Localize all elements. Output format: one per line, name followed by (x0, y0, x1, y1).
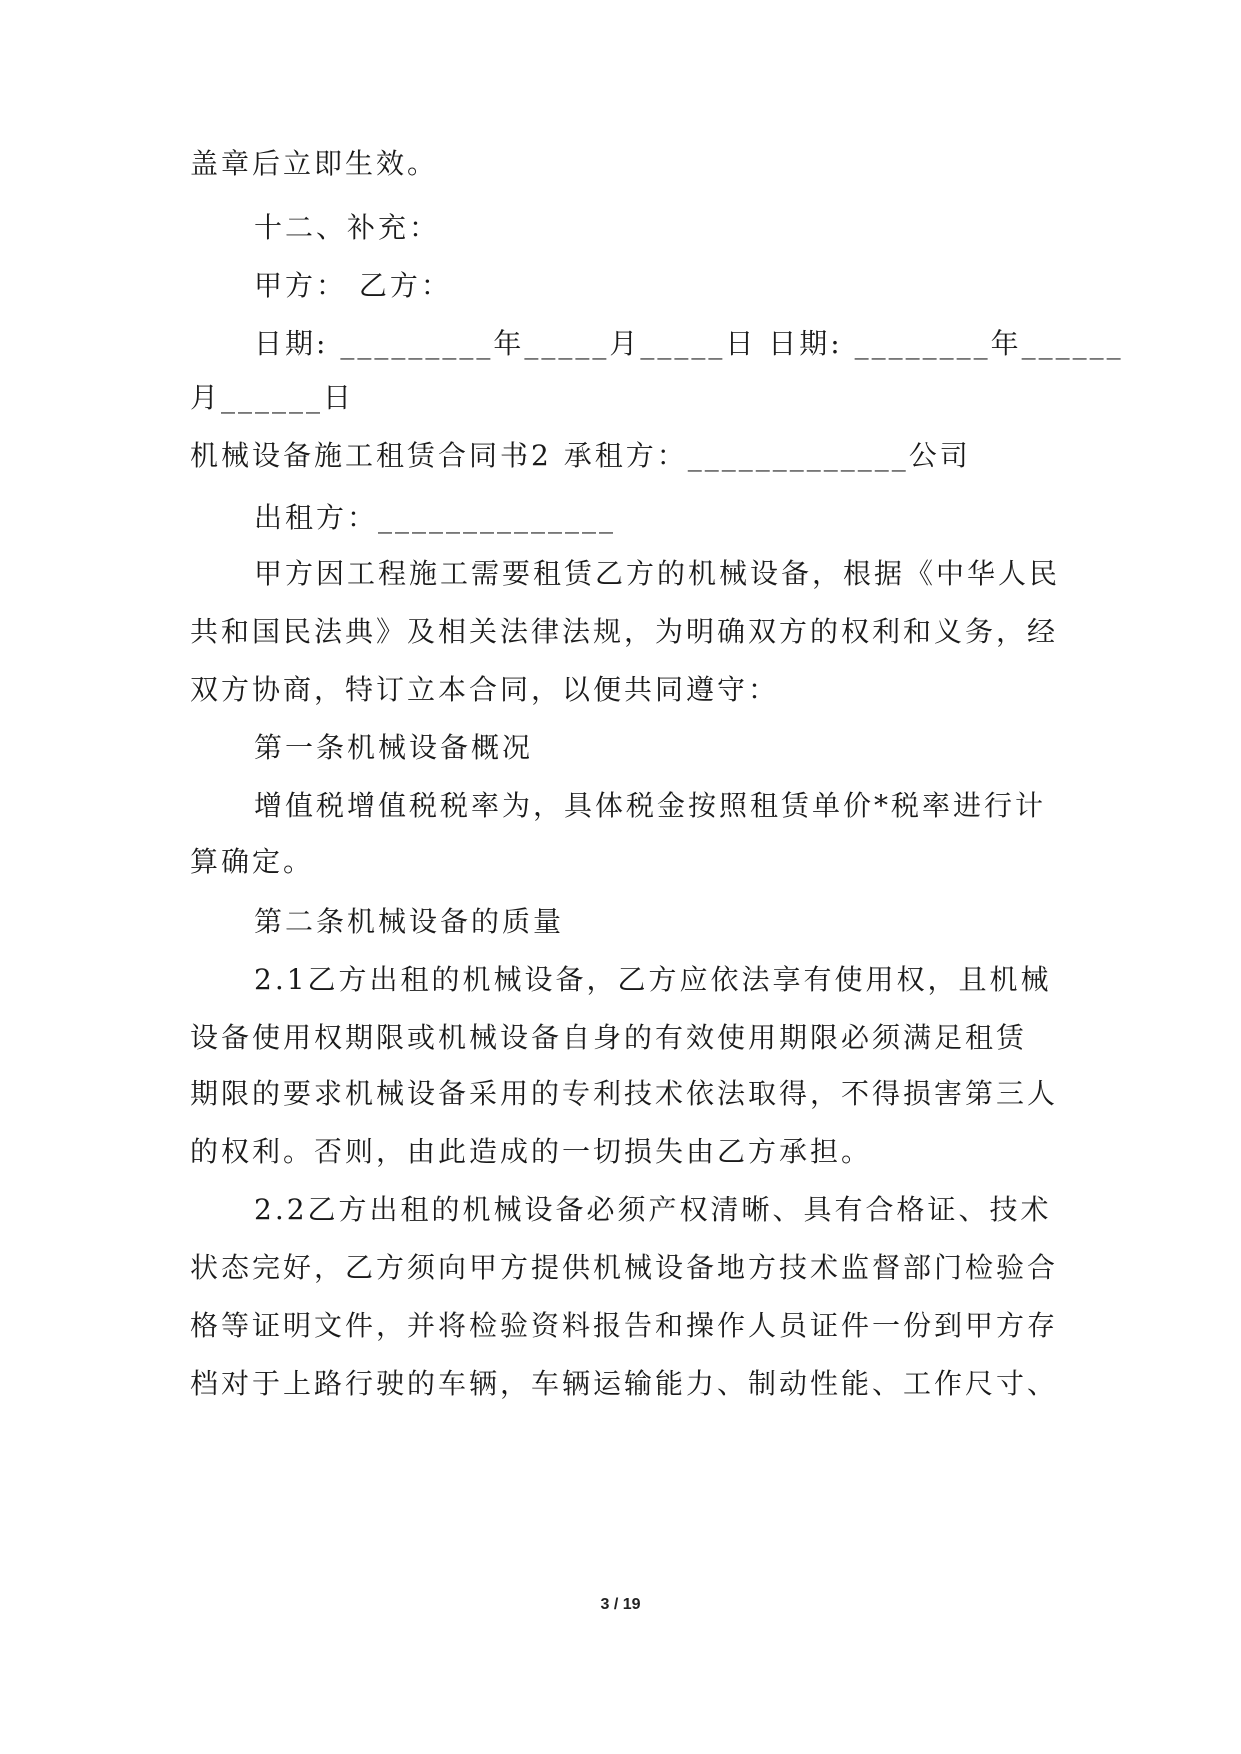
page-number: 3 / 19 (600, 1596, 641, 1613)
date-line-continued: 月______日 (190, 381, 355, 414)
paragraph-line: 算确定。 (190, 845, 315, 878)
paragraph-line: 2.1乙方出租的机械设备，乙方应依法享有使用权，且机械 (254, 963, 1052, 996)
text-line: 盖章后立即生效。 (190, 147, 439, 180)
contract-title-line: 机械设备施工租赁合同书2 承租方：_____________公司 (190, 439, 971, 472)
signature-parties-line: 甲方： 乙方： (254, 269, 452, 302)
section-heading-supplement: 十二、补充： (254, 211, 441, 244)
paragraph-line: 增值税增值税税率为，具体税金按照租赁单价*税率进行计 (254, 789, 1047, 822)
paragraph-line: 2.2乙方出租的机械设备必须产权清晰、具有合格证、技术 (254, 1193, 1052, 1226)
paragraph-line: 档对于上路行驶的车辆，车辆运输能力、制动性能、工作尺寸、 (190, 1367, 1059, 1400)
lessor-line: 出租方：______________ (254, 501, 617, 534)
paragraph-line: 共和国民法典》及相关法律法规，为明确双方的权利和义务，经 (190, 615, 1059, 648)
paragraph-line: 期限的要求机械设备采用的专利技术依法取得，不得损害第三人 (190, 1077, 1059, 1110)
paragraph-line: 的权利。否则，由此造成的一切损失由乙方承担。 (190, 1135, 873, 1168)
paragraph-line: 设备使用权期限或机械设备自身的有效使用期限必须满足租赁 (190, 1021, 1028, 1054)
paragraph-line: 格等证明文件，并将检验资料报告和操作人员证件一份到甲方存 (190, 1309, 1059, 1342)
paragraph-line: 甲方因工程施工需要租赁乙方的机械设备，根据《中华人民 (254, 557, 1061, 590)
article-heading-1: 第一条机械设备概况 (254, 731, 534, 764)
date-line: 日期: _________年_____月_____日 日期: ________年______ (254, 327, 1124, 360)
paragraph-line: 状态完好，乙方须向甲方提供机械设备地方技术监督部门检验合 (190, 1251, 1059, 1284)
paragraph-line: 双方协商，特订立本合同，以便共同遵守： (190, 673, 780, 706)
article-heading-2: 第二条机械设备的质量 (254, 905, 565, 938)
